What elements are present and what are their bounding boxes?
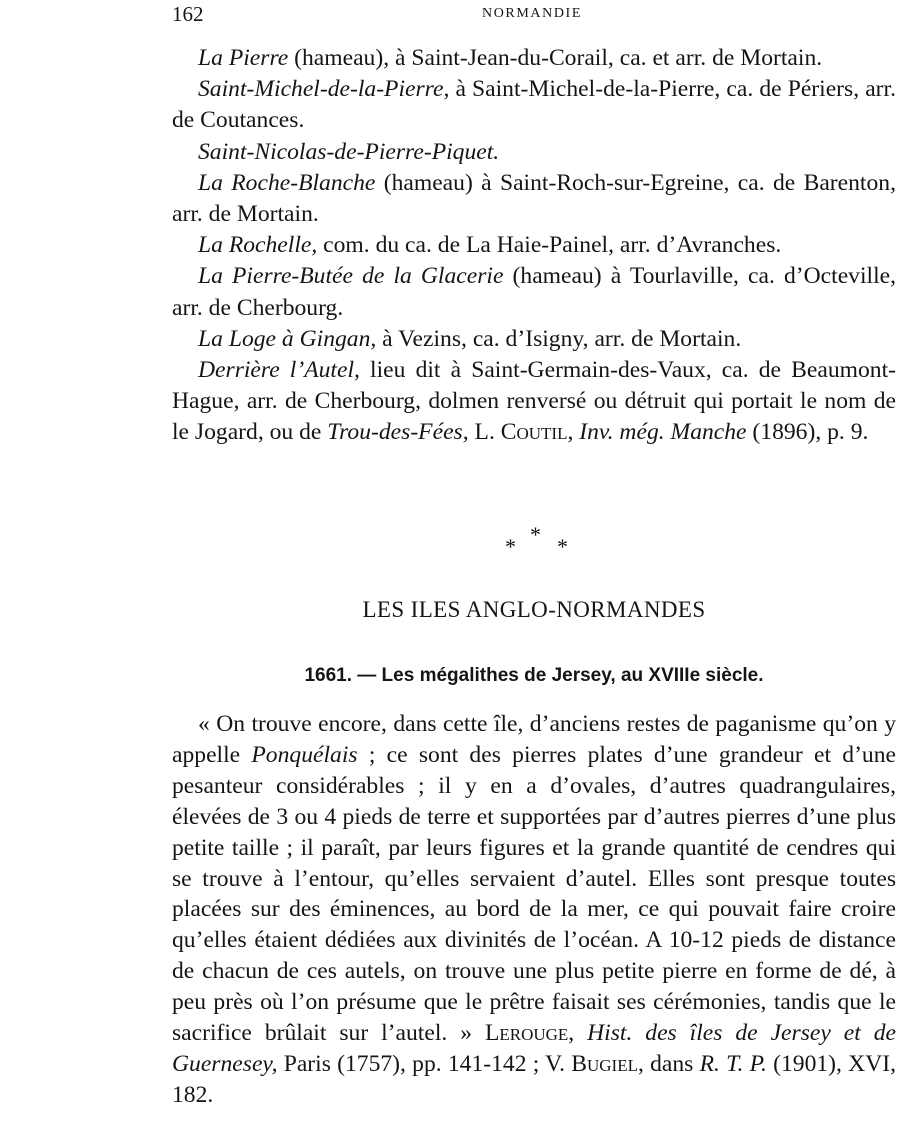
place-detail: (hameau) à Tourlaville, ca. d’Octeville, arr. de Cherbourg. bbox=[172, 263, 897, 321]
asterism-star: * bbox=[505, 534, 516, 559]
list-item bbox=[172, 324, 896, 355]
place-name: La Rochelle, bbox=[198, 232, 318, 259]
quotation-paragraph bbox=[172, 709, 896, 1111]
list-item bbox=[172, 261, 896, 323]
quote-text: « On trouve encore, dans cette île, d’anciens restes de paganisme qu’on y appelle bbox=[172, 711, 896, 768]
place-detail: à Vezins, ca. d’Isigny, arr. de Mortain. bbox=[376, 325, 742, 352]
citation-work: Hist. des îles de Jersey et de Guernesey, bbox=[172, 1020, 896, 1077]
place-name: Saint-Nicolas-de-Pierre-Piquet. bbox=[198, 138, 500, 165]
place-detail: lieu dit à Saint-Germain-des-Vaux, ca. de Beaumont-Hague, arr. de Cherbourg, dolmen renversé ou détruit qui portait le nom de le Jogard, ou de bbox=[172, 357, 896, 446]
citation-detail: (1896), p. 9. bbox=[746, 419, 869, 446]
list-item bbox=[172, 137, 896, 168]
alternate-name: Trou-des-Fées, bbox=[327, 419, 469, 446]
list-item bbox=[172, 43, 896, 74]
running-title: NORMANDIE bbox=[482, 6, 582, 21]
place-detail: à Saint-Michel-de-la-Pierre, ca. de Périers, arr. de Coutances. bbox=[172, 76, 896, 134]
list-item bbox=[172, 355, 896, 449]
place-name: La Loge à Gingan, bbox=[198, 325, 377, 352]
list-item bbox=[172, 230, 896, 261]
list-item bbox=[172, 74, 896, 136]
asterism-star: * bbox=[530, 522, 541, 547]
citation-detail: dans bbox=[643, 1050, 700, 1077]
section-title: LES ILES ANGLO-NORMANDES bbox=[362, 597, 706, 622]
place-name-list bbox=[172, 43, 896, 449]
citation-author: L. Coutil, bbox=[474, 419, 574, 446]
place-name: La Pierre bbox=[198, 45, 289, 71]
citation-author: Lerouge, bbox=[484, 1020, 575, 1047]
quote-term: Ponquélais bbox=[251, 741, 358, 768]
citation-detail: Paris (1757), pp. 141-142 ; V. bbox=[277, 1050, 572, 1077]
page-number: 162 bbox=[172, 2, 204, 26]
citation-work: R. T. P. bbox=[699, 1050, 767, 1077]
article-title: 1661. — Les mégalithes de Jersey, au XVIIIe siècle. bbox=[304, 665, 764, 686]
place-detail: com. du ca. de La Haie-Painel, arr. d’Avranches. bbox=[317, 232, 782, 259]
page-header bbox=[172, 0, 892, 28]
citation-work: Inv. még. Manche bbox=[579, 419, 747, 446]
citation-detail: (1901), XVI, 182. bbox=[172, 1050, 896, 1108]
asterism-ornament bbox=[172, 524, 896, 568]
place-name: Derrière l’Autel, bbox=[198, 357, 360, 384]
list-item bbox=[172, 168, 896, 230]
place-name: La Roche-Blanche bbox=[198, 169, 376, 196]
place-name: La Pierre-Butée de la Glacerie bbox=[198, 263, 504, 290]
citation-author: Bugiel, bbox=[571, 1050, 644, 1077]
asterism-star: * bbox=[557, 534, 568, 559]
quote-text: ; ce sont des pierres plates d’une grandeur et d’une pesanteur considérables ; il y en a d’ovales, d’autres quadrangulaires, élevées de 3 ou 4 pieds de terre et supportées par d’autres pierres d’une plus petite taille ; il paraît, par leurs figures et la grande quantité de cendres qui se trouve à l’entour, qu’elles servaient d’autel. Elles sont presque toutes placées sur des éminences, au bord de la mer, ce qui pouvait faire croire qu’elles étaient dédiées aux divinités de l’océan. A 10-12 pieds de distance de chacun de ces autels, on trouve une plus petite pierre en forme de dé, à peu près où l’on présume que le prêtre faisait ses cérémonies, tandis que le sacrifice brûlait sur l’autel. » bbox=[172, 741, 896, 1047]
place-name: Saint-Michel-de-la-Pierre, bbox=[198, 76, 450, 103]
place-detail: (hameau), à Saint-Jean-du-Corail, ca. et arr. de Mortain. bbox=[288, 45, 823, 71]
place-detail: (hameau) à Saint-Roch-sur-Egreine, ca. de Barenton, arr. de Mortain. bbox=[172, 169, 896, 228]
